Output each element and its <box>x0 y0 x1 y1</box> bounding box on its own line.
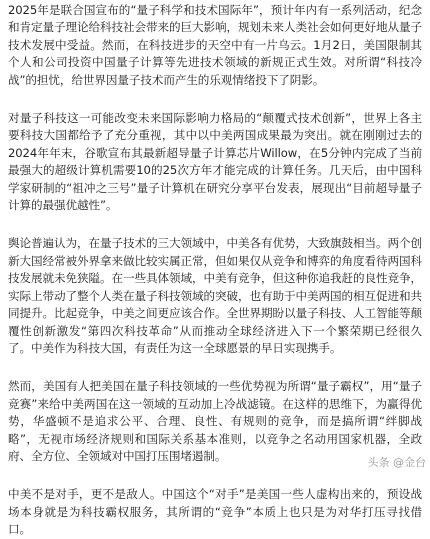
paragraph-4-text: 然而，美国有人把美国在量子科技领域的一些优势视为所谓“量子霸权”，用“量子竞赛”来给中美两国在这一领域的互动加上冷战滤镜。在这样的思维下，为赢得优势，华盛顿不是追求公平、合理、良性、有规则的竞争，而是搞所谓“绊脚战略”，无视市场经济规则和国际关系基本准则，以竞争之名动用国家机器，全政府、全方位、全领域对中国打压围堵遏制。 <box>8 379 422 463</box>
paragraph-1-text: 2025年是联合国宣布的“量子科学和技术国际年”，预计年内有一系列活动，纪念和肯定量子理论给科技社会带来的巨大影响，规划未来人类社会如何更好地从量子技术发展中受益。然而，在科技进步的天空中有一片乌云。1月2日，美国限制其个人和公司投资中国量子计算等先进技术领域的新规正式生效。对所谓“科技冷战”的担忧，给世界因量子技术而产生的乐观情绪投下了阴影。 <box>8 3 422 87</box>
watermark: 头条 @金台 <box>367 456 426 469</box>
paragraph-3-text: 舆论普遍认为，在量子技术的三大领域中，中美各有优势，大致旗鼓相当。两个创新大国经常被外界拿来做比较实属正常，但如果仅从竞争和博弈的角度看待两国科技发展就未免狭隘。在一些具体领域，中美有竞争，但这种你追我赶的良性竞争，实际上带动了整个人类在量子科技领域的突破，也有助于中美两国的相互促进和共同提升。比起竞争，中美之间更应该合作。全世界期盼以量子科技、人工智能等颠覆性创新激发“第四次科技革命”从而推动全球经济进入下一个繁荣期已经很久了。中美作为科技大国，有责任为这一全球愿景的早日实现携手。 <box>8 236 422 355</box>
paragraph-5 <box>8 486 422 538</box>
paragraph-5-text: 中美不是对手，更不是敌人。中国这个“对手”是美国一些人虚构出来的，预设战场本身就是为科技霸权服务，其所谓的“竞争”本质上也只是为对华打压寻找借口。 <box>8 487 422 537</box>
paragraph-2 <box>8 110 422 214</box>
paragraph-4 <box>8 378 422 465</box>
paragraph-1 <box>8 2 422 89</box>
paragraph-2-text: 对量子科技这一可能改变未来国际影响力格局的“颠覆式技术创新”，世界上各主要科技大国都给予了充分重视，其中以中美两国成果最为突出。就在刚刚过去的2024年年末，谷歌宣布其最新超导量子计算芯片Willow，在5分钟内完成了当前最强大的超级计算机需要10的25次方年才能完成的计算任务。几天后，由中国科学家研制的“祖冲之三号”量子计算机在研究分享平台发表，展现出“目前超导量子计算的最强优越性”。 <box>8 111 422 213</box>
paragraph-3 <box>8 235 422 357</box>
